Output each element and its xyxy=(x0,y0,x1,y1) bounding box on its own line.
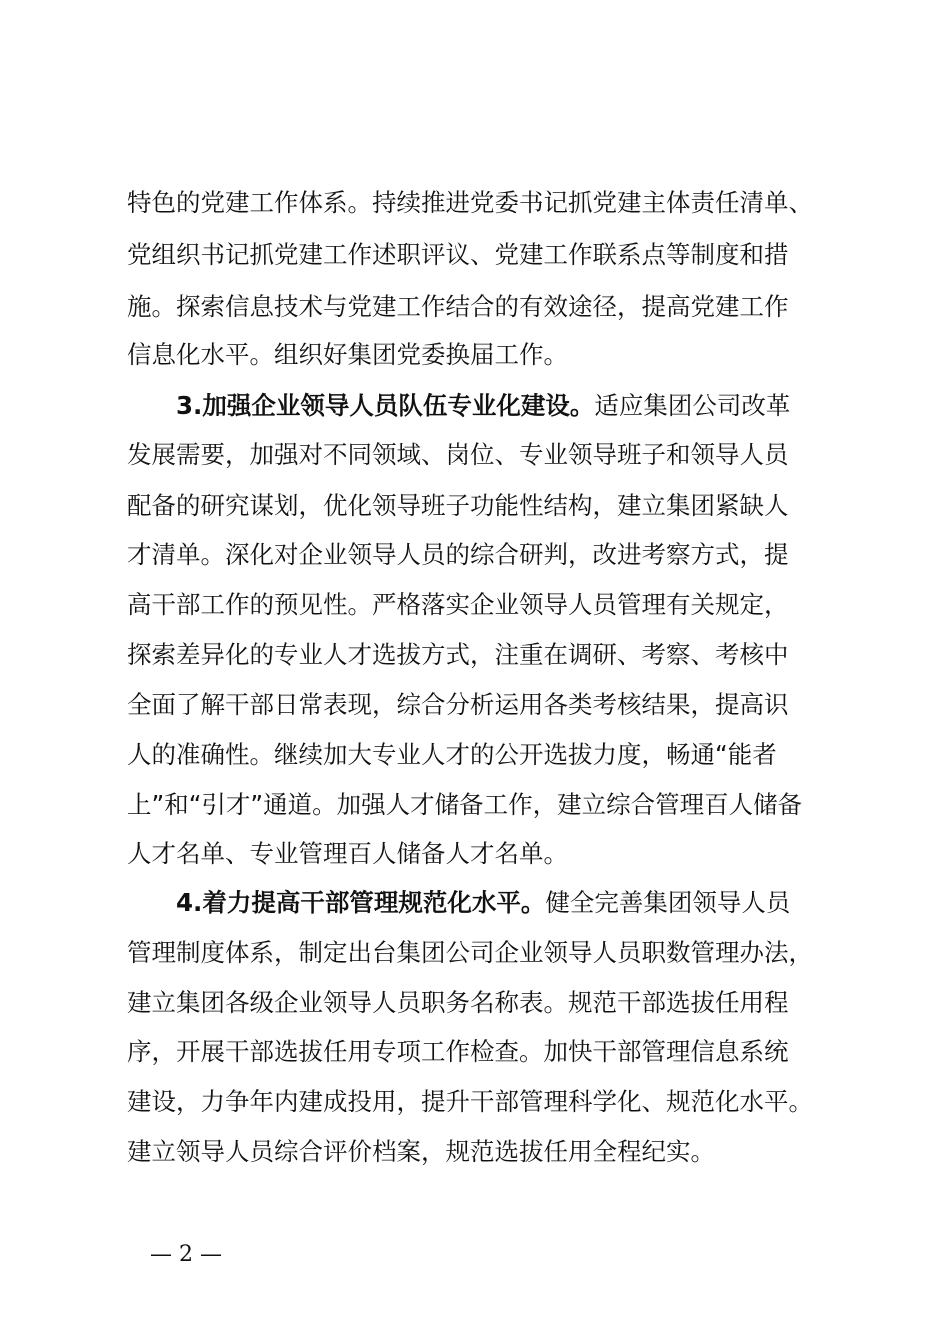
paragraph-2-line-5: 高干部工作的预见性。严格落实企业领导人员管理有关规定， xyxy=(127,590,789,619)
paragraph-3-line-6: 建立领导人员综合评价档案，规范选拔任用全程纪实。 xyxy=(127,1137,715,1166)
paragraph-3-line-3: 建立集团各级企业领导人员职务名称表。规范干部选拔任用程 xyxy=(127,988,789,1017)
paragraph-2-line-2: 发展需要，加强对不同领域、岗位、专业领导班子和领导人员 xyxy=(127,440,789,469)
paragraph-2-line-6: 探索差异化的专业人才选拔方式，注重在调研、考察、考核中 xyxy=(127,640,789,669)
section-3-heading: 3.加强企业领导人员队伍专业化建设。 xyxy=(176,391,595,420)
paragraph-2-line-8: 人的准确性。继续加大专业人才的公开选拔力度，畅通“能者 xyxy=(127,740,777,769)
paragraph-2-line-10: 人才名单、专业管理百人储备人才名单。 xyxy=(127,839,568,868)
paragraph-2-first-line-text: 适应集团公司改革 xyxy=(594,391,791,420)
paragraph-3-first-line-text: 健全完善集团领导人员 xyxy=(545,888,791,917)
paragraph-3-line-4: 序，开展干部选拔任用专项工作检查。加快干部管理信息系统 xyxy=(127,1037,789,1066)
section-4-heading: 4.着力提高干部管理规范化水平。 xyxy=(176,888,546,917)
page-number: — 2 — xyxy=(150,1242,222,1267)
paragraph-2-line-3: 配备的研究谋划，优化领导班子功能性结构，建立集团紧缺人 xyxy=(127,491,789,520)
paragraph-1-line-2: 党组织书记抓党建工作述职评议、党建工作联系点等制度和措 xyxy=(127,240,789,269)
paragraph-3-line-5: 建设，力争年内建成投用，提升干部管理科学化、规范化水平。 xyxy=(127,1087,813,1116)
paragraph-1-line-1: 特色的党建工作体系。持续推进党委书记抓党建主体责任清单、 xyxy=(127,188,813,217)
paragraph-1-line-4: 信息化水平。组织好集团党委换届工作。 xyxy=(127,340,568,369)
paragraph-3-first-line xyxy=(176,887,896,919)
paragraph-2-first-line xyxy=(176,390,896,422)
paragraph-3-line-2: 管理制度体系，制定出台集团公司企业领导人员职数管理办法， xyxy=(127,938,813,967)
paragraph-2-line-4: 才清单。深化对企业领导人员的综合研判，改进考察方式，提 xyxy=(127,540,789,569)
paragraph-2-line-7: 全面了解干部日常表现，综合分析运用各类考核结果，提高识 xyxy=(127,690,789,719)
paragraph-1-line-3: 施。探索信息技术与党建工作结合的有效途径，提高党建工作 xyxy=(127,292,789,321)
paragraph-2-line-9: 上”和“引才”通道。加强人才储备工作，建立综合管理百人储备 xyxy=(127,790,803,819)
